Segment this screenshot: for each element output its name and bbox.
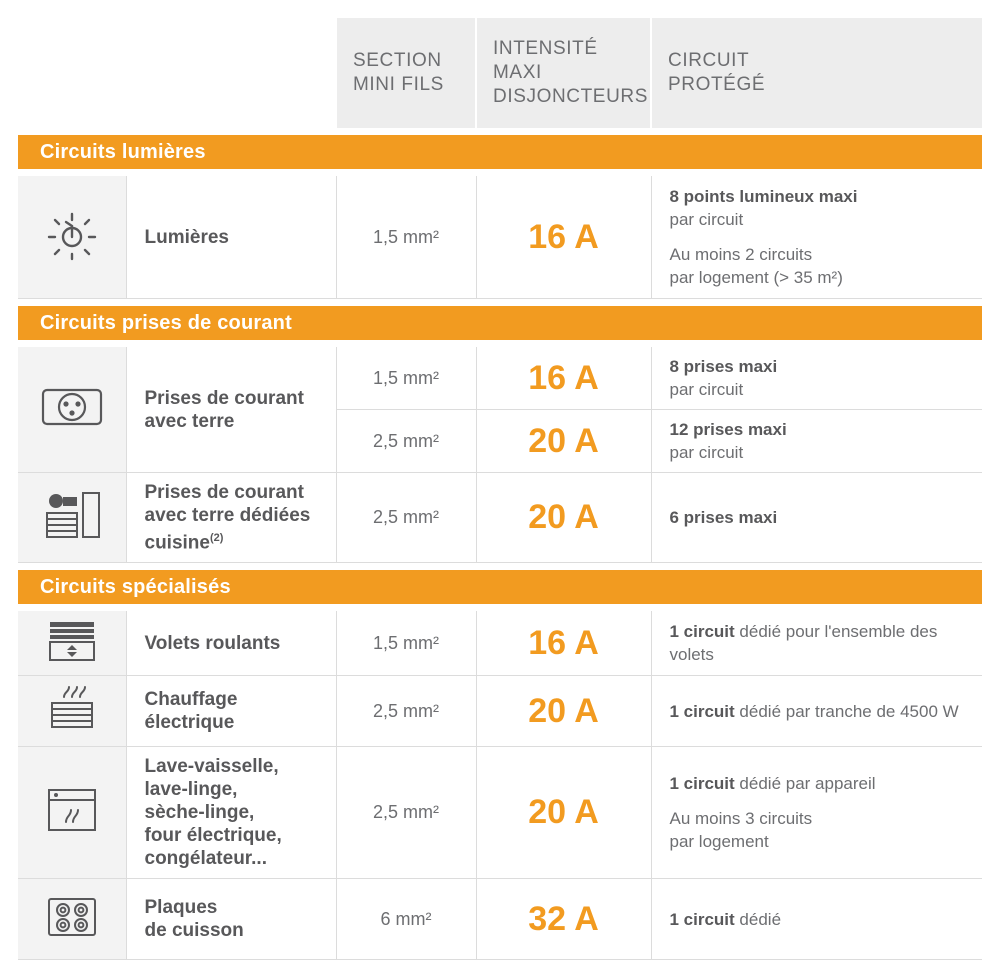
desc-bold-lumieres: 8 points lumineux maxi: [669, 187, 858, 206]
circuits-table: [18, 18, 982, 960]
row-amp-chauffage: 20 A: [476, 676, 651, 747]
spacer-row: [18, 299, 982, 307]
row-desc-plaques: [651, 879, 982, 960]
table-header-row: [18, 18, 982, 128]
header-intensite-line3: DISJONCTEURS: [493, 86, 648, 107]
table-row-lumieres: [18, 176, 982, 299]
section-label-lumieres: Circuits lumières: [18, 135, 982, 169]
desc-bold-plaques: 1 circuit: [669, 909, 735, 929]
kitchen-appliances-icon-cell: [18, 473, 126, 563]
row-amp-lumieres: 16 A: [476, 176, 651, 299]
row-amp-prises-20: 20 A: [476, 410, 651, 473]
desc-rest-plaques: dédié: [734, 909, 782, 929]
row-name-prises-terre-l1: Prises de courant: [144, 387, 304, 409]
spacer-row: [18, 340, 982, 347]
desc-bold-chauffage: 1 circuit: [669, 701, 735, 721]
row-desc-lumieres: [651, 176, 982, 299]
header-intensite-maxi-disjoncteurs: [476, 18, 651, 128]
header-circuit-protege: [651, 18, 982, 128]
row-name-prises-terre: [126, 347, 336, 473]
radiator-icon-cell: [18, 676, 126, 747]
row-amp-cuisine: 20 A: [476, 473, 651, 563]
row-name-cuisine-footnote: (2): [209, 532, 224, 544]
section-label-specialises: Circuits spécialisés: [18, 570, 982, 604]
desc-bold-prises-16: 8 prises maxi: [669, 357, 778, 376]
header-intensite-line2: MAXI: [493, 62, 542, 83]
spacer-row: [18, 563, 982, 571]
desc-rest-chauffage: dédié par tranche de 4500 W: [734, 701, 959, 721]
row-desc-appareils: [651, 747, 982, 879]
light-bulb-icon-cell: [18, 176, 126, 299]
desc-rest-appareils: dédié par appareil: [734, 774, 876, 794]
kitchen-appliances-icon: [41, 487, 103, 543]
desc-rest-lumieres: par circuit: [669, 210, 744, 229]
desc-note-lumieres-l2: par logement (> 35 m²): [669, 268, 843, 287]
row-name-plaques-l2: de cuisson: [144, 920, 244, 942]
row-amp-volets: 16 A: [476, 611, 651, 676]
row-name-appareils-l5: congélateur...: [144, 848, 267, 870]
row-name-lumieres: Lumières: [126, 176, 336, 299]
row-section-lumieres: 1,5 mm²: [336, 176, 476, 299]
desc-bold-prises-20: 12 prises maxi: [669, 420, 787, 439]
row-desc-chauffage: [651, 676, 982, 747]
power-socket-icon-cell: [18, 347, 126, 473]
row-name-prises-terre-l2: avec terre: [144, 410, 235, 432]
row-name-appareils-l2: lave-linge,: [144, 779, 238, 801]
row-name-chauffage-l2: électrique: [144, 712, 235, 734]
row-amp-prises-16: 16 A: [476, 347, 651, 410]
row-section-appareils: 2,5 mm²: [336, 747, 476, 879]
section-band-circuits-specialises: [18, 570, 982, 604]
row-name-appareils: [126, 747, 336, 879]
row-name-prises-cuisine: [126, 473, 336, 563]
table-row-volets: [18, 611, 982, 676]
row-name-cuisine-l3-text: cuisine: [144, 532, 210, 554]
row-name-cuisine-l1: Prises de courant: [144, 482, 304, 503]
row-desc-volets: [651, 611, 982, 676]
row-section-volets: 1,5 mm²: [336, 611, 476, 676]
desc-bold-appareils: 1 circuit: [669, 774, 735, 794]
row-name-volets: Volets roulants: [126, 611, 336, 676]
roller-shutter-icon-cell: [18, 611, 126, 676]
row-name-chauffage: [126, 676, 336, 747]
row-name-plaques: [126, 879, 336, 960]
cooktop-icon-cell: [18, 879, 126, 960]
power-socket-icon: [39, 384, 105, 430]
header-section-line2: MINI FILS: [353, 74, 444, 95]
spacer-row: [18, 128, 982, 135]
row-name-appareils-l4: four électrique,: [144, 825, 282, 847]
desc-rest-volets: dédié pour l'ensemble des volets: [669, 622, 938, 665]
row-desc-prises-16: [651, 347, 982, 410]
header-section-mini-fils: [336, 18, 476, 128]
desc-bold-volets: 1 circuit: [669, 622, 735, 642]
section-label-prises: Circuits prises de courant: [18, 306, 982, 340]
row-desc-prises-20: [651, 410, 982, 473]
desc-note-lumieres-l1: Au moins 2 circuits: [669, 245, 813, 264]
row-desc-cuisine: [651, 473, 982, 563]
table-row-prises-terre-16a: [18, 347, 982, 410]
header-intensite-line1: INTENSITÉ: [493, 38, 598, 59]
row-name-cuisine-l3: [145, 527, 322, 554]
table-row-prises-cuisine: [18, 473, 982, 563]
row-amp-plaques: 32 A: [476, 879, 651, 960]
light-bulb-icon: [43, 206, 101, 264]
row-section-cuisine: 2,5 mm²: [336, 473, 476, 563]
row-section-plaques: 6 mm²: [336, 879, 476, 960]
table-row-appareils: [18, 747, 982, 879]
row-name-plaques-l1: Plaques: [144, 897, 218, 919]
row-name-appareils-l1: Lave-vaisselle,: [144, 756, 279, 778]
desc-note-appareils-l2: par logement: [669, 832, 769, 852]
row-name-appareils-l3: sèche-linge,: [144, 802, 255, 824]
desc-rest-prises-20: par circuit: [669, 443, 744, 462]
header-blank-name-col: [126, 18, 336, 128]
radiator-icon: [44, 683, 100, 735]
washing-machine-icon-cell: [18, 747, 126, 879]
row-section-prises-16: 1,5 mm²: [336, 347, 476, 410]
washing-machine-icon: [42, 782, 102, 838]
spacer-row: [18, 169, 982, 176]
header-circuit-line1: CIRCUIT: [668, 50, 750, 71]
table-row-chauffage: [18, 676, 982, 747]
header-section-line1: SECTION: [353, 50, 442, 71]
table-row-plaques: [18, 879, 982, 960]
desc-rest-prises-16: par circuit: [669, 380, 744, 399]
row-section-prises-20: 2,5 mm²: [336, 410, 476, 473]
desc-bold-cuisine: 6 prises maxi: [669, 508, 778, 528]
row-name-cuisine-l2: avec terre dédiées: [144, 505, 311, 526]
section-band-circuits-prises: [18, 306, 982, 340]
row-name-chauffage-l1: Chauffage: [144, 689, 238, 711]
header-blank-icon-col: [18, 18, 126, 128]
row-section-chauffage: 2,5 mm²: [336, 676, 476, 747]
desc-note-appareils-l1: Au moins 3 circuits: [669, 809, 813, 829]
roller-shutter-icon: [44, 617, 100, 665]
spacer-row: [18, 604, 982, 611]
cooktop-icon: [42, 891, 102, 943]
header-circuit-line2: PROTÉGÉ: [668, 74, 766, 95]
row-amp-appareils: 20 A: [476, 747, 651, 879]
section-band-circuits-lumieres: [18, 135, 982, 169]
